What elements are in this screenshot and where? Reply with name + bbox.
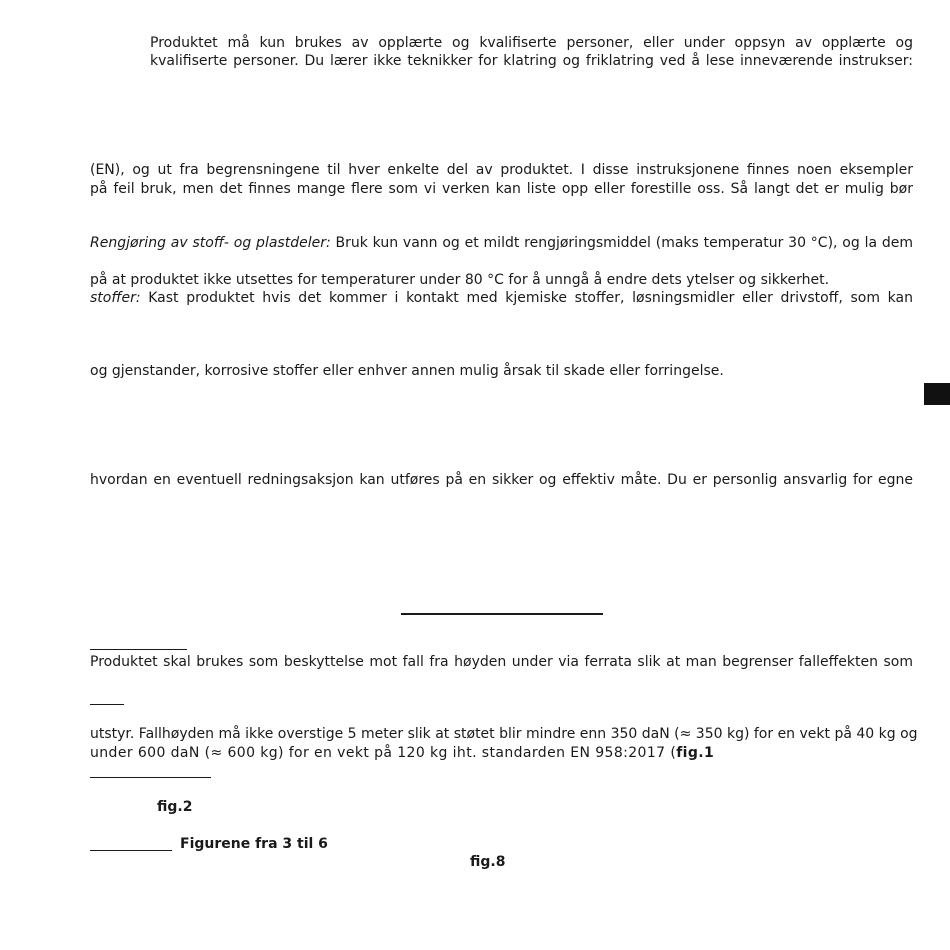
paragraph-2-line-2: på feil bruk, men det finnes mange flere som vi verken kan liste opp eller forestille oss. Så langt det er mulig bør xyxy=(90,181,913,197)
fall-height-line-1: utstyr. Fallhøyden må ikke overstige 5 meter slik at støtet blir mindre enn 350 daN (≈ 350 kg) for en vekt på 40 kg og xyxy=(90,726,918,742)
corrosion-sentence: og gjenstander, korrosive stoffer eller enhver annen mulig årsak til skade eller forringelse. xyxy=(90,363,724,379)
underline-rule-2 xyxy=(90,704,124,705)
fall-height-line-2-text: under 600 daN (≈ 600 kg) for en vekt på 120 kg iht. standarden EN 958:2017 ( xyxy=(90,745,677,761)
figures-3-to-6-label: Figurene fra 3 til 6 xyxy=(180,836,328,852)
underline-rule-1 xyxy=(90,649,187,650)
section-divider-rule xyxy=(401,613,603,615)
cleaning-text: Bruk kun vann og et mildt rengjøringsmiddel (maks temperatur 30 °C), og la dem xyxy=(330,235,914,251)
chemicals-paragraph xyxy=(90,289,913,307)
paragraph-2-line-1: (EN), og ut fra begrensningene til hver enkelte del av produktet. I disse instruksjonene finnes noen eksempler xyxy=(90,162,913,178)
temperature-sentence: på at produktet ikke utsettes for temperaturer under 80 °C for å unngå å endre dets ytelser og sikkerhet. xyxy=(90,272,830,288)
chemicals-label: stoffer: xyxy=(90,290,141,306)
rescue-sentence: hvordan en eventuell redningsaksjon kan utføres på en sikker og effektiv måte. Du er personlig ansvarlig for egne xyxy=(90,472,913,488)
paragraph-1-line-1: Produktet må kun brukes av opplærte og kvalifiserte personer, eller under oppsyn av opplærte og xyxy=(150,35,913,51)
cleaning-label: Rengjøring av stoff- og plastdeler: xyxy=(90,235,331,251)
underline-rule-3 xyxy=(90,777,211,778)
page-edge-tab xyxy=(924,383,950,405)
fall-height-line-2 xyxy=(90,744,714,762)
fig8-label: fig.8 xyxy=(470,854,506,870)
paragraph-1-line-2: kvalifiserte personer. Du lærer ikke teknikker for klatring og friklatring ved å lese inneværende instrukser: xyxy=(150,53,913,69)
cleaning-paragraph xyxy=(90,234,913,252)
usage-sentence: Produktet skal brukes som beskyttelse mot fall fra høyden under via ferrata slik at man begrenser falleffekten som xyxy=(90,654,913,670)
chemicals-text: Kast produktet hvis det kommer i kontakt med kjemiske stoffer, løsningsmidler eller drivstoff, som kan xyxy=(140,290,913,306)
underline-rule-4 xyxy=(90,850,172,851)
fig2-label: fig.2 xyxy=(157,799,193,815)
fig1-reference: fig.1 xyxy=(676,745,715,761)
